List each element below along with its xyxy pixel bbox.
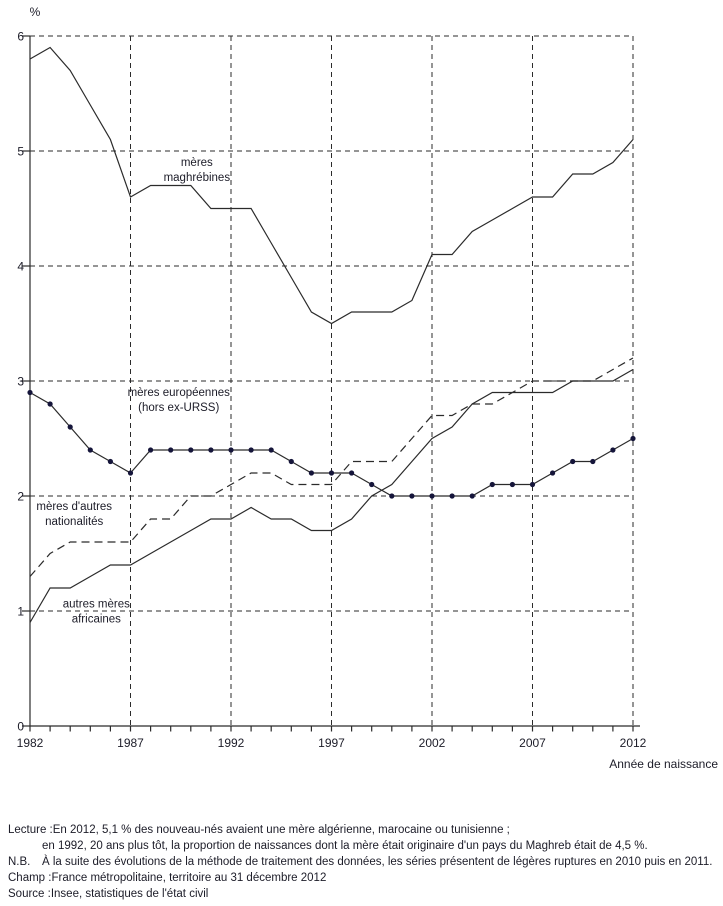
data-point-marker xyxy=(289,459,294,464)
y-tick-label: 0 xyxy=(17,719,24,734)
note-label: N.B. xyxy=(8,856,31,868)
series-label: mères xyxy=(180,156,213,169)
note-text: France métropolitaine, territoire au 31 décembre 2012 xyxy=(51,872,327,884)
note-row-lecture-continued xyxy=(0,838,723,854)
data-point-marker xyxy=(68,424,73,429)
note-label: Lecture : xyxy=(8,824,53,836)
x-tick-label: 2002 xyxy=(418,736,446,750)
data-point-marker xyxy=(88,447,93,452)
y-tick-label: 4 xyxy=(17,259,24,274)
y-tick-label: 1 xyxy=(17,604,24,619)
x-tick-label: 1987 xyxy=(117,736,144,750)
data-point-marker xyxy=(590,459,595,464)
note-row-lecture xyxy=(0,822,723,838)
x-tick-label: 1992 xyxy=(217,736,245,750)
axis-labels xyxy=(17,5,719,771)
y-axis-title: % xyxy=(29,5,41,19)
note-label xyxy=(8,838,42,854)
data-point-marker xyxy=(349,470,354,475)
note-row-source xyxy=(0,886,723,902)
data-point-marker xyxy=(108,459,113,464)
data-point-marker xyxy=(490,482,495,487)
note-text: Insee, statistiques de l'état civil xyxy=(50,888,209,900)
data-point-marker xyxy=(470,493,475,498)
data-point-marker xyxy=(510,482,515,487)
note-label: Champ : xyxy=(8,872,52,884)
x-tick-label: 1997 xyxy=(318,736,345,750)
note-row-nb xyxy=(0,854,723,870)
data-point-marker xyxy=(249,447,254,452)
x-tick-label: 2012 xyxy=(619,736,647,750)
data-point-marker xyxy=(309,470,314,475)
data-point-marker xyxy=(128,470,133,475)
y-tick-label: 3 xyxy=(17,374,24,389)
data-point-marker xyxy=(530,482,535,487)
data-point-marker xyxy=(208,447,213,452)
note-row-champ xyxy=(0,870,723,886)
chart-notes xyxy=(0,822,723,902)
note-text: en 1992, 20 ans plus tôt, la proportion de naissances dont la mère était originaire d'un pays du Maghreb était de 4,5 %. xyxy=(42,840,648,852)
data-point-marker xyxy=(409,493,414,498)
series-label: (hors ex-URSS) xyxy=(138,401,220,414)
data-point-marker xyxy=(48,401,53,406)
axes xyxy=(22,36,640,732)
data-point-marker xyxy=(27,390,32,395)
x-tick-label: 1982 xyxy=(16,736,44,750)
note-text: En 2012, 5,1 % des nouveau-nés avaient une mère algérienne, marocaine ou tunisienne ; xyxy=(52,824,510,836)
series-label: mères d'autres xyxy=(36,500,113,513)
data-point-marker xyxy=(450,493,455,498)
data-point-marker xyxy=(570,459,575,464)
data-point-marker xyxy=(148,447,153,452)
data-point-marker xyxy=(168,447,173,452)
series-label: africaines xyxy=(71,613,121,626)
note-text: À la suite des évolutions de la méthode de traitement des données, les séries présentent de légères ruptures en 2010 puis en 2011. xyxy=(42,856,713,868)
data-point-marker xyxy=(630,436,635,441)
y-tick-label: 2 xyxy=(17,489,24,504)
series-label: mères européennes xyxy=(127,386,230,399)
data-point-marker xyxy=(610,447,615,452)
series-label: nationalités xyxy=(45,515,104,528)
data-point-marker xyxy=(228,447,233,452)
data-point-marker xyxy=(188,447,193,452)
data-point-marker xyxy=(429,493,434,498)
x-tick-label: 2007 xyxy=(519,736,546,750)
x-axis-title: Année de naissance xyxy=(609,757,718,771)
data-point-marker xyxy=(369,482,374,487)
y-tick-label: 5 xyxy=(17,144,24,159)
note-label: Source : xyxy=(8,888,51,900)
data-point-marker xyxy=(269,447,274,452)
series-label: autres mères xyxy=(62,598,130,611)
y-tick-label: 6 xyxy=(17,29,24,44)
data-point-marker xyxy=(329,470,334,475)
series-label: maghrébines xyxy=(163,171,231,184)
data-point-marker xyxy=(389,493,394,498)
data-point-marker xyxy=(550,470,555,475)
